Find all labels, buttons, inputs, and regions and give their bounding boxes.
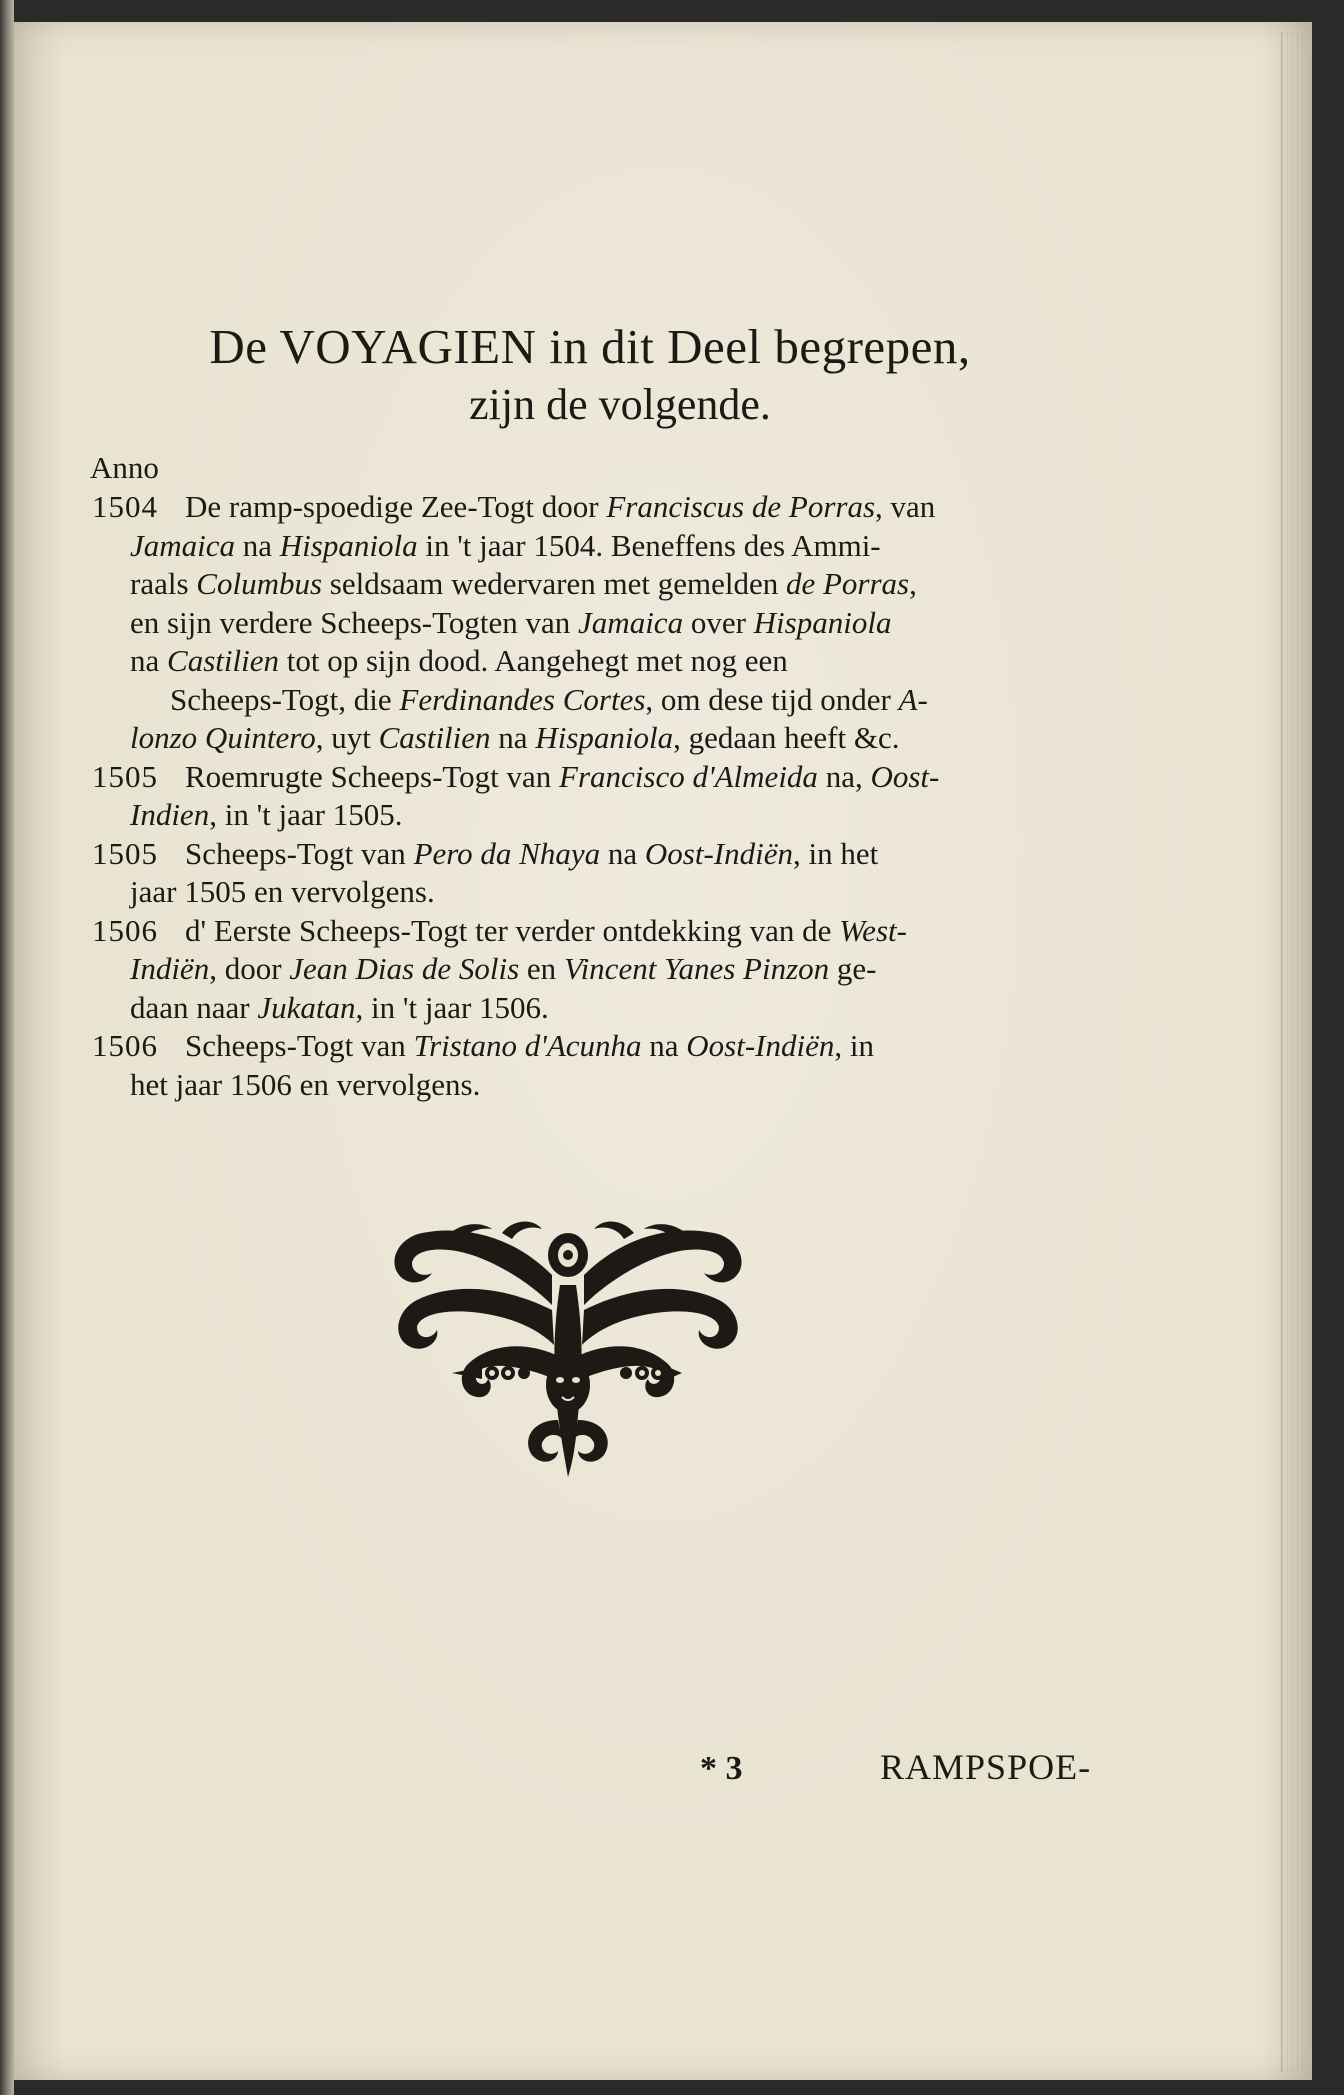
entry-name-italic: Tristano d'Acunha — [413, 1028, 642, 1063]
entry-segment: over — [683, 604, 754, 640]
entry-container — [88, 488, 1098, 1104]
entry-segment: jaar 1505 en vervolgens. — [130, 874, 435, 909]
entry-name-italic: Vincent Yanes Pinzon — [563, 951, 830, 986]
entry-name-italic: lonzo Quintero — [130, 720, 316, 755]
entry-line — [130, 488, 1098, 527]
entry-segment: De ramp-spoedige Zee-Togt door — [185, 489, 607, 524]
entry-line — [130, 989, 1098, 1028]
entry-segment: Scheeps-Togt, die — [170, 681, 400, 717]
entry-name-italic: Jamaica — [130, 527, 236, 563]
entry-name-italic: Hispaniola — [535, 720, 674, 755]
page-edges — [1281, 32, 1306, 2072]
entry-segment: het jaar 1506 en vervolgens. — [130, 1066, 481, 1102]
entry-line — [130, 527, 1098, 566]
entry-segment: , door — [209, 951, 290, 986]
entry-text — [130, 835, 1098, 912]
entry-text — [130, 488, 1098, 758]
entry-name-italic: Hispaniola — [279, 527, 418, 563]
entry-name-italic: Castilien — [378, 720, 491, 755]
entry-segment: , in — [834, 1028, 875, 1063]
voyage-list — [88, 448, 1098, 1104]
entry-name-italic: Francisco d'Almeida — [559, 758, 818, 794]
entry-name-italic: Oost-Indiën — [686, 1028, 835, 1063]
entry-segment: raals — [130, 566, 197, 601]
entry-name-italic: Castilien — [167, 643, 279, 678]
entry-line — [130, 796, 1098, 835]
entry-segment: , van — [875, 489, 936, 524]
signature-mark: * 3 — [700, 1750, 743, 1787]
entry-name-italic: Jamaica — [578, 604, 684, 640]
entry-segment: na — [130, 643, 168, 678]
entry-name-italic: Ferdinandes Cortes — [399, 681, 646, 717]
entry-text — [130, 912, 1098, 1028]
entry-name-italic: Pero da Nhaya — [413, 835, 601, 871]
entry-name-italic: Hispaniola — [753, 604, 892, 640]
entry-line — [130, 681, 1098, 720]
entry-segment: d' Eerste Scheeps-Togt ter verder ontdekking van de — [185, 912, 840, 948]
entry-segment: tot op sijn dood. Aangehegt met nog een — [278, 643, 788, 678]
entry-segment: seldsaam wedervaren met gemelden — [322, 566, 786, 601]
entry-segment: en — [519, 951, 564, 986]
entry-segment: daan naar — [130, 989, 258, 1025]
entry-year: 1504 — [92, 489, 158, 524]
entry-segment: na — [235, 527, 280, 563]
entry-segment: , in 't jaar 1506. — [355, 989, 549, 1025]
entry-name-italic: Franciscus de Porras — [606, 489, 876, 524]
entry-year: 1506 — [92, 912, 158, 948]
entry-name-italic: Jean Dias de Solis — [289, 951, 520, 986]
entry-name-italic: Oost- — [870, 758, 940, 794]
entry-segment: na — [641, 1028, 687, 1063]
book-spine — [0, 0, 14, 2095]
entry-name-italic: Oost-Indiën — [644, 835, 793, 871]
entry-segment: , in het — [792, 835, 879, 871]
entry-segment: Scheeps-Togt van — [185, 835, 414, 871]
heading-line-1: De VOYAGIEN in dit Deel begrepen, — [209, 319, 971, 374]
fleuron-ornament-icon — [382, 1215, 752, 1477]
entry-year: 1506 — [92, 1028, 158, 1063]
entry-line — [130, 912, 1098, 951]
entry-segment: , om dese tijd onder — [645, 681, 899, 717]
entry-segment: na — [600, 835, 645, 871]
entry-segment: , gedaan heeft &c. — [673, 720, 900, 755]
entry-name-italic: Columbus — [196, 566, 323, 601]
voyage-entry — [88, 912, 1098, 1028]
entry-name-italic: Jukatan — [257, 989, 356, 1025]
entry-name-italic: Indiën — [130, 951, 210, 986]
voyage-entry — [88, 758, 1098, 835]
entry-line — [130, 604, 1098, 643]
entry-line — [130, 1027, 1098, 1066]
entry-name-italic: A- — [898, 681, 928, 717]
entry-name-italic: Indien — [130, 797, 210, 832]
entry-segment: Scheeps-Togt van — [185, 1028, 414, 1063]
entry-segment: , uyt — [315, 720, 379, 755]
heading-line-2: zijn de volgende. — [469, 380, 771, 429]
entry-segment: in 't jaar 1504. Beneffens des Ammi- — [417, 527, 881, 563]
entry-segment: ge- — [829, 951, 877, 986]
voyage-entry — [88, 835, 1098, 912]
voyage-entry — [88, 488, 1098, 758]
page-heading — [160, 318, 1020, 434]
entry-line — [130, 873, 1098, 912]
entry-segment: Roemrugte Scheeps-Togt van — [185, 758, 560, 794]
entry-line — [130, 758, 1098, 797]
entry-segment: , — [909, 566, 917, 601]
entry-line — [130, 565, 1098, 604]
entry-segment: na — [490, 720, 536, 755]
voyage-entry — [88, 1027, 1098, 1104]
entry-segment: , in 't jaar 1505. — [209, 797, 403, 832]
entry-line — [130, 719, 1098, 758]
entry-text — [130, 758, 1098, 835]
entry-year: 1505 — [92, 835, 158, 871]
anno-label: Anno — [90, 450, 159, 485]
entry-year: 1505 — [92, 758, 158, 794]
entry-line — [130, 642, 1098, 681]
entry-text — [130, 1027, 1098, 1104]
catchword: RAMPSPOE- — [880, 1747, 1092, 1787]
entry-segment: na, — [817, 758, 871, 794]
entry-name-italic: West- — [839, 912, 907, 948]
entry-name-italic: de Porras — [785, 566, 910, 601]
entry-line — [130, 950, 1098, 989]
entry-line — [130, 1066, 1098, 1105]
entry-segment: en sijn verdere Scheeps-Togten van — [130, 604, 579, 640]
entry-line — [130, 835, 1098, 874]
